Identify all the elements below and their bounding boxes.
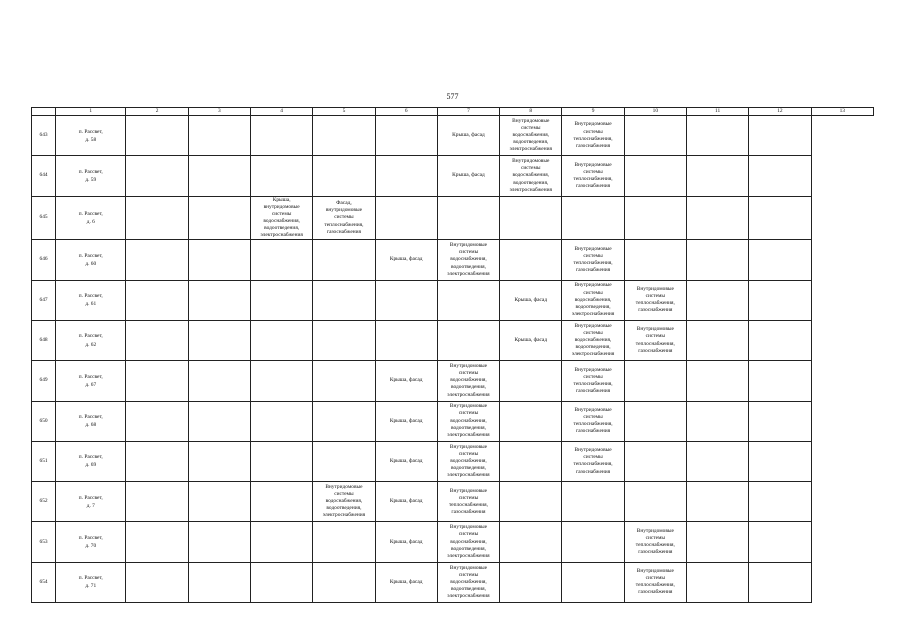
cell-text: Внутридомовые системы теплоснабжения, газоснабжения (573, 447, 613, 475)
work-cell (375, 116, 437, 156)
work-cell (500, 522, 562, 562)
work-cell (686, 240, 748, 280)
row-number-cell (32, 522, 56, 562)
work-cell (251, 361, 313, 401)
work-cell (126, 280, 188, 320)
work-cell (251, 482, 313, 522)
cell-text: 649 (39, 377, 48, 384)
work-cell (500, 441, 562, 481)
work-cell (251, 441, 313, 481)
work-cell (686, 562, 748, 602)
cell-text: п. Рассвет, д. 67 (78, 373, 103, 388)
work-cell (188, 280, 250, 320)
cell-text: 653 (39, 538, 48, 545)
cell-text: Крыша, фасад (452, 132, 485, 139)
work-cell (126, 562, 188, 602)
table-row (32, 156, 874, 196)
work-cell (562, 116, 624, 156)
address-cell (56, 116, 126, 156)
repair-schedule-table (31, 107, 874, 603)
cell-text: 652 (39, 498, 48, 505)
work-cell (624, 522, 686, 562)
work-cell (188, 320, 250, 360)
column-header: 12 (749, 108, 811, 116)
work-cell (500, 196, 562, 240)
work-cell (437, 280, 499, 320)
column-header: 10 (624, 108, 686, 116)
work-cell (624, 482, 686, 522)
work-cell (375, 156, 437, 196)
cell-text: п. Рассвет, д. 71 (78, 575, 103, 590)
cell-text: Внутридомовые системы водоснабжения, водоотведения, электроснабжения (447, 443, 490, 479)
cell-text: Внутридомовые системы теплоснабжения, газоснабжения (635, 286, 675, 314)
column-header: 3 (188, 108, 250, 116)
cell-text: Внутридомовые системы теплоснабжения, газоснабжения (573, 406, 613, 435)
work-cell (749, 562, 811, 602)
work-cell (126, 482, 188, 522)
work-cell (686, 320, 748, 360)
cell-text: 644 (39, 172, 48, 179)
work-cell (313, 482, 375, 522)
work-cell (562, 280, 624, 320)
row-number-cell (32, 401, 56, 441)
work-cell (251, 320, 313, 360)
work-cell (500, 280, 562, 320)
column-header: 13 (811, 108, 873, 116)
work-cell (437, 562, 499, 602)
work-cell (562, 320, 624, 360)
work-cell (313, 361, 375, 401)
page-number: 577 (446, 92, 459, 101)
work-cell (251, 156, 313, 196)
column-header: 4 (251, 108, 313, 116)
work-cell (188, 116, 250, 156)
work-cell (500, 116, 562, 156)
work-cell (624, 401, 686, 441)
work-cell (251, 562, 313, 602)
header-blank-cell (32, 108, 56, 116)
work-cell (500, 562, 562, 602)
work-cell (126, 441, 188, 481)
cell-text: 647 (39, 296, 48, 303)
work-cell (375, 522, 437, 562)
cell-text: п. Рассвет, д. 58 (78, 128, 103, 143)
work-cell (437, 361, 499, 401)
address-cell (56, 482, 126, 522)
row-number-cell (32, 280, 56, 320)
work-cell (624, 156, 686, 196)
work-cell (562, 361, 624, 401)
work-cell (686, 280, 748, 320)
work-cell (500, 361, 562, 401)
address-cell (56, 361, 126, 401)
work-cell (686, 156, 748, 196)
address-cell (56, 441, 126, 481)
row-number-cell (32, 562, 56, 602)
cell-text: Внутридомовые системы водоснабжения, водоотведения, электроснабжения (322, 483, 366, 519)
work-cell (313, 156, 375, 196)
column-header: 7 (437, 108, 499, 116)
table-row (32, 562, 874, 602)
cell-text: Внутридомовые системы теплоснабжения, газоснабжения (448, 487, 489, 515)
cell-text: 643 (39, 132, 48, 139)
cell-text: Внутридомовые системы водоснабжения, водоотведения, электроснабжения (447, 403, 490, 438)
table-row (32, 240, 874, 280)
table-row (32, 196, 874, 240)
cell-text: п. Рассвет, д. 61 (78, 293, 103, 308)
work-cell (749, 196, 811, 240)
work-cell (749, 441, 811, 481)
cell-text: п. Рассвет, д. 70 (78, 534, 103, 550)
work-cell (749, 361, 811, 401)
work-cell (624, 196, 686, 240)
table-row (32, 361, 874, 401)
work-cell (126, 196, 188, 240)
row-number-cell (32, 441, 56, 481)
work-cell (749, 522, 811, 562)
cell-text: Внутридомовые системы теплоснабжения, газоснабжения (573, 366, 613, 394)
address-cell (56, 562, 126, 602)
work-cell (500, 240, 562, 280)
cell-text: Крыша, внутридомовые системы водоснабжения, водоотведения, электроснабжения (260, 196, 303, 239)
work-cell (188, 562, 250, 602)
cell-text: Крыша, фасад (389, 256, 423, 263)
work-cell (437, 116, 499, 156)
table-row (32, 116, 874, 156)
row-number-cell (32, 482, 56, 522)
work-cell (188, 482, 250, 522)
cell-text: Крыша, фасад (389, 578, 423, 585)
work-cell (313, 196, 375, 240)
address-cell (56, 522, 126, 562)
work-cell (500, 401, 562, 441)
work-cell (126, 361, 188, 401)
column-header: 2 (126, 108, 188, 116)
address-cell (56, 320, 126, 360)
table-row (32, 320, 874, 360)
work-cell (375, 361, 437, 401)
cell-text: Крыша, фасад (514, 296, 548, 303)
work-cell (437, 240, 499, 280)
work-cell (562, 401, 624, 441)
work-cell (188, 522, 250, 562)
address-cell (56, 401, 126, 441)
table-row (32, 280, 874, 320)
work-cell (375, 240, 437, 280)
work-cell (437, 522, 499, 562)
work-cell (562, 156, 624, 196)
cell-text: п. Рассвет, д. 59 (78, 168, 103, 183)
work-cell (437, 320, 499, 360)
work-cell (749, 320, 811, 360)
column-header: 1 (56, 108, 126, 116)
work-cell (686, 522, 748, 562)
address-cell (56, 196, 126, 240)
table-row (32, 522, 874, 562)
work-cell (126, 320, 188, 360)
column-header: 6 (375, 108, 437, 116)
table-body (32, 116, 874, 603)
work-cell (749, 116, 811, 156)
cell-text: Внутридомовые системы теплоснабжения, газоснабжения (635, 527, 675, 556)
cell-text: Внутридомовые системы водоснабжения, водоотведения, электроснабжения (447, 363, 490, 398)
cell-text: Крыша, фасад (452, 172, 485, 179)
work-cell (313, 320, 375, 360)
work-cell (562, 196, 624, 240)
work-cell (313, 401, 375, 441)
work-cell (126, 156, 188, 196)
table-row (32, 482, 874, 522)
cell-text: Фасад, внутридомовые системы теплоснабжения, газоснабжения (324, 200, 364, 235)
table-row (32, 441, 874, 481)
work-cell (375, 482, 437, 522)
work-cell (624, 361, 686, 401)
work-cell (624, 280, 686, 320)
work-cell (126, 116, 188, 156)
cell-text: Крыша, фасад (514, 337, 548, 344)
work-cell (251, 280, 313, 320)
work-cell (251, 116, 313, 156)
work-cell (313, 240, 375, 280)
work-cell (375, 562, 437, 602)
work-cell (313, 441, 375, 481)
row-number-cell (32, 240, 56, 280)
address-cell (56, 280, 126, 320)
work-cell (562, 522, 624, 562)
cell-text: Крыша, фасад (389, 498, 423, 505)
cell-text: Внутридомовые системы теплоснабжения, газоснабжения (573, 245, 613, 274)
work-cell (686, 196, 748, 240)
work-cell (624, 240, 686, 280)
cell-text: 646 (39, 256, 48, 263)
cell-text: Внутридомовые системы водоснабжения, водоотведения, электроснабжения (571, 282, 615, 317)
row-number-cell (32, 156, 56, 196)
work-cell (188, 156, 250, 196)
cell-text: 654 (39, 578, 48, 585)
work-cell (500, 482, 562, 522)
work-cell (188, 196, 250, 240)
cell-text: 648 (39, 337, 48, 344)
work-cell (188, 401, 250, 441)
cell-text: Внутридомовые системы водоснабжения, водоотведения, электроснабжения (509, 158, 552, 193)
work-cell (313, 522, 375, 562)
cell-text: п. Рассвет, д. 69 (78, 454, 103, 469)
row-number-cell (32, 116, 56, 156)
cell-text: Крыша, фасад (389, 538, 423, 545)
work-cell (562, 441, 624, 481)
work-cell (749, 240, 811, 280)
column-header: 11 (686, 108, 748, 116)
cell-text: Внутридомовые системы водоснабжения, водоотведения, электроснабжения (571, 322, 615, 358)
work-cell (437, 482, 499, 522)
cell-text: п. Рассвет, д. 62 (78, 333, 103, 348)
work-cell (500, 156, 562, 196)
work-cell (251, 240, 313, 280)
address-cell (56, 156, 126, 196)
work-cell (686, 441, 748, 481)
work-cell (251, 196, 313, 240)
cell-text: 651 (39, 457, 48, 464)
work-cell (126, 522, 188, 562)
work-cell (375, 401, 437, 441)
work-cell (437, 156, 499, 196)
column-header: 5 (313, 108, 375, 116)
work-cell (686, 482, 748, 522)
work-cell (437, 196, 499, 240)
cell-text: Крыша, фасад (389, 417, 423, 424)
work-cell (749, 482, 811, 522)
work-cell (624, 320, 686, 360)
header-row (32, 108, 874, 116)
cell-text: п. Рассвет, д. 6 (78, 210, 103, 225)
cell-text: Внутридомовые системы водоснабжения, водоотведения, электроснабжения (447, 564, 490, 600)
work-cell (562, 562, 624, 602)
work-cell (188, 361, 250, 401)
work-cell (624, 441, 686, 481)
work-cell (251, 401, 313, 441)
work-cell (437, 401, 499, 441)
work-cell (500, 320, 562, 360)
work-cell (375, 196, 437, 240)
work-cell (686, 361, 748, 401)
cell-text: Внутридомовые системы теплоснабжения, газоснабжения (573, 121, 613, 149)
cell-text: Крыша, фасад (389, 377, 423, 384)
work-cell (126, 401, 188, 441)
work-cell (749, 156, 811, 196)
work-cell (437, 441, 499, 481)
cell-text: Внутридомовые системы теплоснабжения, газоснабжения (635, 568, 675, 596)
cell-text: 645 (39, 214, 48, 221)
work-cell (749, 280, 811, 320)
work-cell (313, 116, 375, 156)
row-number-cell (32, 361, 56, 401)
work-cell (375, 280, 437, 320)
cell-text: Внутридомовые системы водоснабжения, водоотведения, электроснабжения (447, 242, 490, 277)
work-cell (313, 280, 375, 320)
cell-text: Внутридомовые системы водоснабжения, водоотведения, электроснабжения (509, 117, 552, 153)
work-cell (749, 401, 811, 441)
row-number-cell (32, 196, 56, 240)
column-header: 8 (500, 108, 562, 116)
work-cell (188, 240, 250, 280)
work-cell (313, 562, 375, 602)
cell-text: 650 (39, 417, 48, 424)
cell-text: Крыша, фасад (389, 457, 423, 464)
cell-text: Внутридомовые системы водоснабжения, водоотведения, электроснабжения (447, 524, 490, 559)
work-cell (624, 116, 686, 156)
cell-text: п. Рассвет, д. 68 (78, 414, 103, 429)
work-cell (375, 320, 437, 360)
work-cell (624, 562, 686, 602)
cell-text: п. Рассвет, д. 60 (78, 252, 103, 267)
work-cell (686, 116, 748, 156)
work-cell (188, 441, 250, 481)
cell-text: п. Рассвет, д. 7 (78, 494, 103, 509)
row-number-cell (32, 320, 56, 360)
column-header: 9 (562, 108, 624, 116)
work-cell (686, 401, 748, 441)
table-row (32, 401, 874, 441)
cell-text: Внутридомовые системы теплоснабжения, газоснабжения (635, 326, 675, 354)
cell-text: Внутридомовые системы теплоснабжения, газоснабжения (573, 161, 613, 190)
address-cell (56, 240, 126, 280)
work-cell (562, 482, 624, 522)
work-cell (126, 240, 188, 280)
work-cell (375, 441, 437, 481)
work-cell (562, 240, 624, 280)
work-cell (251, 522, 313, 562)
